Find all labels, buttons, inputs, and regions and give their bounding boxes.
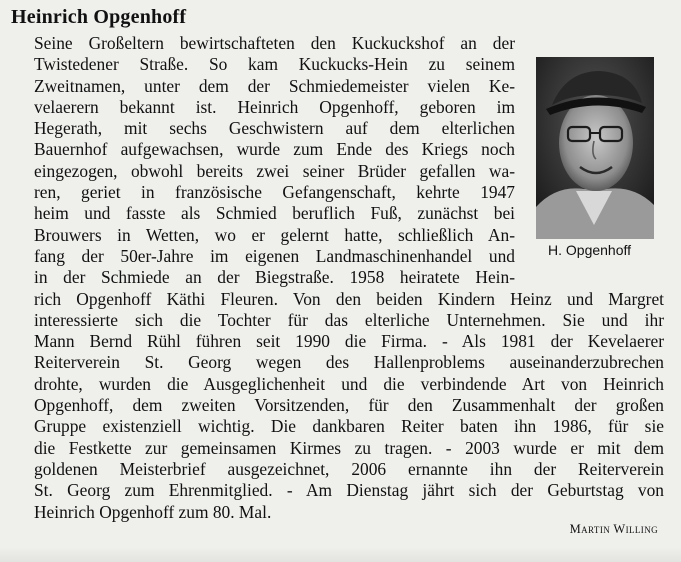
body-line: eingezogen, obwohl bereits zwei seiner Brüder gefallen wa-	[34, 160, 515, 181]
article-body	[34, 33, 664, 523]
body-line: goldenen Meisterbrief ausgezeichnet, 2006 ernannte ihn der Reiterverein	[34, 458, 664, 479]
body-line: Bauernhof aufgewachsen, wurde zum Ende des Kriegs noch	[34, 139, 515, 160]
body-line: heim und fasste als Schmied beruflich Fuß, zunächst bei	[34, 203, 515, 224]
body-line: Hegerath, mit sechs Geschwistern auf dem elterlichen	[34, 118, 515, 139]
body-line: Seine Großeltern bewirtschafteten den Kuckuckshof an der	[34, 33, 515, 53]
body-line: die Festkette zur gemeinsamen Kirmes zu tragen. - 2003 wurde er mit dem	[34, 437, 664, 458]
body-line: in der Schmiede an der Biegstraße. 1958 heiratete Hein-	[34, 267, 515, 288]
body-line: ren, geriet in französische Gefangenschaft, kehrte 1947	[34, 182, 515, 203]
body-line: Twistedener Straße. So kam Kuckucks-Hein zu seinem	[34, 54, 515, 75]
body-line: Heinrich Opgenhoff zum 80. Mal.	[34, 501, 272, 522]
body-line: Reiterverein St. Georg wegen des Hallenproblems auseinanderzubrechen	[34, 352, 664, 373]
body-line: Zweitnamen, unter dem der Schmiedemeister vielen Ke-	[34, 75, 515, 96]
body-line: Mann Bernd Rühl führen seit 1990 die Firma. - Als 1981 der Kevelaerer	[34, 331, 664, 352]
body-line: interessierte sich die Tochter für das elterliche Unternehmen. Sie und ihr	[34, 309, 664, 330]
body-line: Brouwers in Wetten, wo er gelernt hatte, schließlich An-	[34, 224, 515, 245]
body-line: Opgenhoff, dem zweiten Vorsitzenden, für den Zusammenhalt der großen	[34, 395, 664, 416]
body-line: drohte, wurden die Ausgeglichenheit und die verbindende Art von Heinrich	[34, 373, 664, 394]
body-line: St. Georg zum Ehrenmitglied. - Am Dienstag jährt sich der Geburtstag von	[34, 480, 664, 501]
author-byline: Martin Willing	[569, 522, 658, 536]
body-line: Gruppe existenziell wichtig. Die dankbaren Reiter baten ihn 1986, für sie	[34, 416, 664, 437]
page-bleed-through	[0, 548, 681, 562]
photo-caption: H. Opgenhoff	[548, 242, 632, 258]
body-line: velaerern bekannt ist. Heinrich Opgenhoff, geboren im	[34, 96, 515, 117]
body-line: rich Opgenhoff Käthi Fleuren. Von den beiden Kindern Heinz und Margret	[34, 288, 664, 309]
body-line: fang der 50er-Jahre im eigenen Landmaschinenhandel und	[34, 245, 515, 266]
article-headline: Heinrich Opgenhoff	[11, 6, 187, 28]
